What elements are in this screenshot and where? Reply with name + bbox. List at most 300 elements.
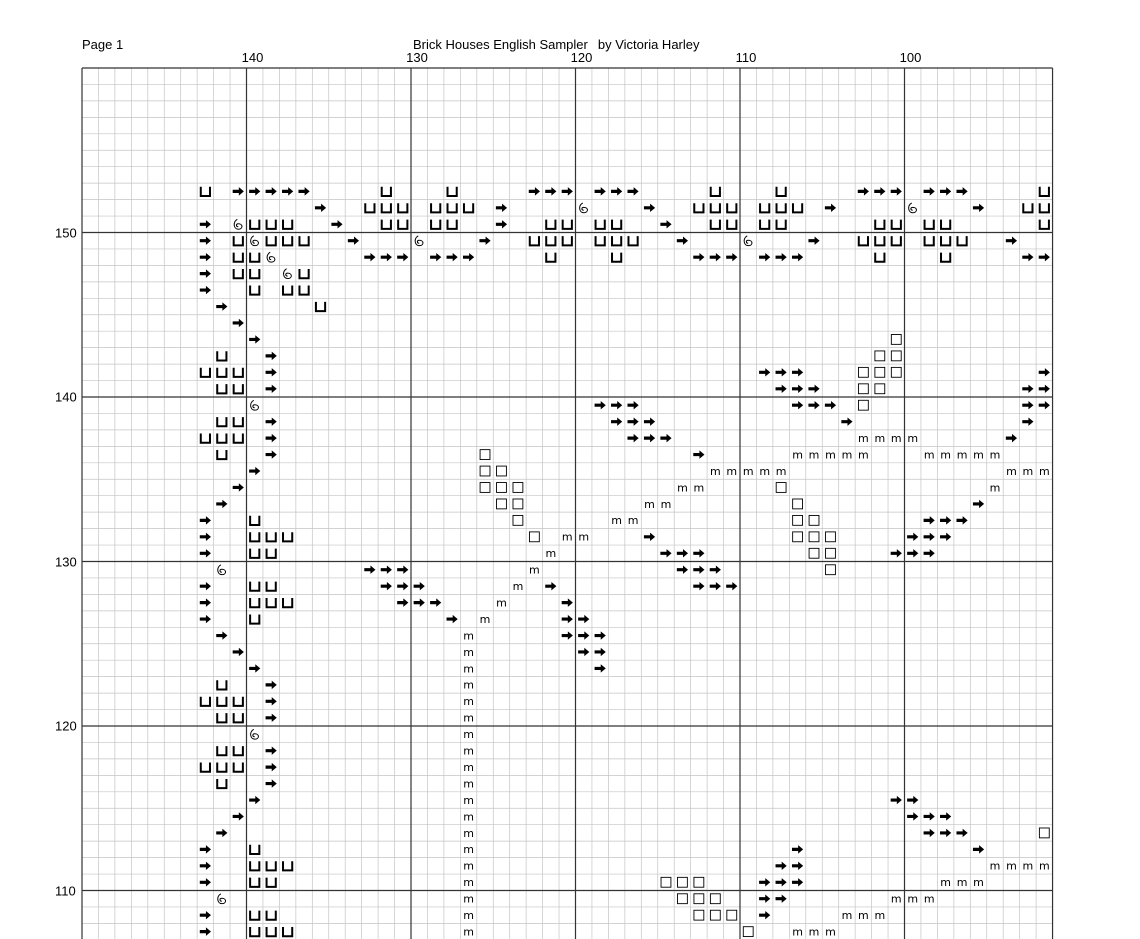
m-symbol: m xyxy=(1006,464,1017,478)
arrow-symbol xyxy=(891,549,902,557)
arrow-symbol xyxy=(200,220,211,228)
square-symbol xyxy=(480,450,490,460)
arrow-symbol xyxy=(249,467,260,475)
arrow-symbol xyxy=(595,187,606,195)
cup-symbol xyxy=(299,269,308,278)
square-symbol xyxy=(875,384,885,394)
arrow-symbol xyxy=(924,516,935,524)
cup-symbol xyxy=(941,220,950,229)
arrow-symbol xyxy=(233,812,244,820)
arrow-symbol xyxy=(233,648,244,656)
row-label: 150 xyxy=(55,225,77,240)
arrow-symbol xyxy=(627,401,638,409)
square-symbol xyxy=(661,877,671,887)
arrow-symbol xyxy=(447,615,458,623)
m-symbol: m xyxy=(1038,859,1050,873)
arrow-symbol xyxy=(891,796,902,804)
cup-symbol xyxy=(563,220,572,229)
square-symbol xyxy=(826,548,836,558)
arrow-symbol xyxy=(397,582,408,590)
m-symbol: m xyxy=(463,777,474,791)
m-symbol: m xyxy=(463,843,474,857)
cup-symbol xyxy=(398,220,407,229)
arrow-symbol xyxy=(956,516,967,524)
cup-symbol xyxy=(365,203,374,212)
cup-symbol xyxy=(267,236,276,245)
arrow-symbol xyxy=(644,417,655,425)
square-symbol xyxy=(809,532,819,542)
square-symbol xyxy=(875,367,885,377)
cup-symbol xyxy=(250,549,259,558)
column-label: 130 xyxy=(406,50,428,65)
square-symbol xyxy=(513,515,523,525)
square-symbol xyxy=(858,367,868,377)
arrow-symbol xyxy=(644,533,655,541)
arrow-symbol xyxy=(562,631,573,639)
m-symbol: m xyxy=(644,497,655,511)
arrow-symbol xyxy=(825,401,836,409)
arrow-symbol xyxy=(627,417,638,425)
m-symbol: m xyxy=(463,909,474,923)
square-symbol xyxy=(875,351,885,361)
cup-symbol xyxy=(217,368,226,377)
m-symbol: m xyxy=(726,464,738,478)
cup-symbol xyxy=(711,220,720,229)
spiral-symbol xyxy=(284,269,292,279)
m-symbol: m xyxy=(709,464,721,478)
m-symbol: m xyxy=(561,530,573,544)
cup-symbol xyxy=(875,253,884,262)
cup-symbol xyxy=(250,614,259,623)
arrow-symbol xyxy=(216,829,227,837)
square-symbol xyxy=(480,466,490,476)
arrow-symbol xyxy=(479,237,490,245)
m-symbol: m xyxy=(858,431,869,445)
spiral-symbol xyxy=(909,203,917,213)
cup-symbol xyxy=(530,236,539,245)
spiral-symbol xyxy=(267,252,275,262)
arrow-symbol xyxy=(562,187,573,195)
cup-symbol xyxy=(217,697,226,706)
square-symbol xyxy=(677,877,687,887)
arrow-symbol xyxy=(200,582,211,590)
m-symbol: m xyxy=(693,481,705,495)
m-symbol: m xyxy=(611,514,622,528)
cup-symbol xyxy=(217,434,226,443)
cup-symbol xyxy=(250,878,259,887)
arrow-symbol xyxy=(924,533,935,541)
cup-symbol xyxy=(612,253,621,262)
arrow-symbol xyxy=(726,253,737,261)
m-symbol: m xyxy=(890,431,902,445)
square-symbol xyxy=(776,483,786,493)
arrow-symbol xyxy=(776,368,787,376)
square-symbol xyxy=(793,499,803,509)
cup-symbol xyxy=(628,236,637,245)
square-symbol xyxy=(1039,828,1049,838)
arrow-symbol xyxy=(331,220,342,228)
cup-symbol xyxy=(892,220,901,229)
cup-symbol xyxy=(234,269,243,278)
arrow-symbol xyxy=(627,187,638,195)
m-symbol: m xyxy=(890,892,902,906)
m-symbol: m xyxy=(858,909,869,923)
arrow-symbol xyxy=(1006,237,1017,245)
arrow-symbol xyxy=(759,878,770,886)
square-symbol xyxy=(809,548,819,558)
m-symbol: m xyxy=(1038,464,1050,478)
cup-symbol xyxy=(267,911,276,920)
arrow-symbol xyxy=(266,450,277,458)
arrow-symbol xyxy=(1022,385,1033,393)
cup-symbol xyxy=(711,187,720,196)
m-symbol: m xyxy=(989,448,1001,462)
cup-symbol xyxy=(892,236,901,245)
m-symbol: m xyxy=(463,728,474,742)
arrow-symbol xyxy=(660,434,671,442)
cup-symbol xyxy=(859,236,868,245)
arrow-symbol xyxy=(1022,417,1033,425)
arrow-symbol xyxy=(611,187,622,195)
square-symbol xyxy=(513,483,523,493)
cup-symbol xyxy=(217,763,226,772)
cup-symbol xyxy=(1040,220,1049,229)
square-symbol xyxy=(710,894,720,904)
title-text: Brick Houses English Sampler xyxy=(413,37,588,52)
arrow-symbol xyxy=(644,204,655,212)
arrow-symbol xyxy=(266,681,277,689)
arrow-symbol xyxy=(759,895,770,903)
arrow-symbol xyxy=(924,829,935,837)
cup-symbol xyxy=(546,236,555,245)
m-symbol: m xyxy=(973,876,984,890)
cup-symbol xyxy=(727,203,736,212)
arrow-symbol xyxy=(841,417,852,425)
square-symbol xyxy=(727,910,737,920)
cup-symbol xyxy=(382,187,391,196)
row-label: 130 xyxy=(55,554,77,569)
cup-symbol xyxy=(777,187,786,196)
cup-symbol xyxy=(267,861,276,870)
cup-symbol xyxy=(250,516,259,525)
arrow-symbol xyxy=(792,385,803,393)
m-symbol: m xyxy=(825,925,836,939)
cup-symbol xyxy=(941,253,950,262)
cup-symbol xyxy=(250,220,259,229)
arrow-symbol xyxy=(200,598,211,606)
arrow-symbol xyxy=(200,878,211,886)
cup-symbol xyxy=(1040,187,1049,196)
m-symbol: m xyxy=(578,530,590,544)
cup-symbol xyxy=(234,763,243,772)
arrow-symbol xyxy=(1039,385,1050,393)
m-symbol: m xyxy=(973,448,984,462)
cup-symbol xyxy=(201,763,210,772)
cup-symbol xyxy=(283,861,292,870)
m-symbol: m xyxy=(956,448,968,462)
column-label: 120 xyxy=(570,50,593,65)
arrow-symbol xyxy=(216,302,227,310)
cup-symbol xyxy=(234,368,243,377)
cup-symbol xyxy=(777,203,786,212)
cup-symbol xyxy=(267,532,276,541)
cup-symbol xyxy=(267,582,276,591)
arrow-symbol xyxy=(200,845,211,853)
m-symbol: m xyxy=(463,892,474,906)
cup-symbol xyxy=(250,845,259,854)
arrow-symbol xyxy=(808,401,819,409)
cup-symbol xyxy=(217,351,226,360)
arrow-symbol xyxy=(874,187,885,195)
arrow-symbol xyxy=(660,549,671,557)
arrow-symbol xyxy=(397,566,408,574)
page-label: Page 1 xyxy=(82,37,124,52)
arrow-symbol xyxy=(266,746,277,754)
arrow-symbol xyxy=(792,845,803,853)
cup-symbol xyxy=(596,236,605,245)
arrow-symbol xyxy=(200,286,211,294)
arrow-symbol xyxy=(825,204,836,212)
cup-symbol xyxy=(464,203,473,212)
arrow-symbol xyxy=(1039,368,1050,376)
cup-symbol xyxy=(250,927,259,936)
arrow-symbol xyxy=(315,204,326,212)
m-symbol: m xyxy=(792,448,803,462)
arrow-symbol xyxy=(808,237,819,245)
arrow-symbol xyxy=(907,533,918,541)
arrow-symbol xyxy=(233,319,244,327)
m-symbol: m xyxy=(496,596,507,610)
arrow-symbol xyxy=(266,779,277,787)
m-symbol: m xyxy=(742,464,754,478)
cup-symbol xyxy=(217,450,226,459)
arrow-symbol xyxy=(249,187,260,195)
m-symbol: m xyxy=(759,464,771,478)
arrow-symbol xyxy=(677,566,688,574)
cup-symbol xyxy=(1023,203,1032,212)
arrow-symbol xyxy=(776,895,787,903)
cup-symbol xyxy=(217,779,226,788)
arrow-symbol xyxy=(266,385,277,393)
cup-symbol xyxy=(596,220,605,229)
row-label: 120 xyxy=(55,718,77,734)
spiral-symbol xyxy=(415,236,423,246)
cup-symbol xyxy=(217,417,226,426)
arrow-symbol xyxy=(611,401,622,409)
arrow-symbol xyxy=(381,566,392,574)
arrow-symbol xyxy=(595,401,606,409)
m-symbol: m xyxy=(463,760,474,774)
m-symbol: m xyxy=(1006,859,1017,873)
cup-symbol xyxy=(250,861,259,870)
arrow-symbol xyxy=(266,697,277,705)
arrow-symbol xyxy=(973,204,984,212)
m-symbol: m xyxy=(463,645,474,659)
cup-symbol xyxy=(711,203,720,212)
square-symbol xyxy=(529,532,539,542)
cup-symbol xyxy=(382,203,391,212)
arrow-symbol xyxy=(200,615,211,623)
arrow-symbol xyxy=(956,187,967,195)
cup-symbol xyxy=(448,220,457,229)
arrow-symbol xyxy=(677,237,688,245)
cup-symbol xyxy=(234,713,243,722)
arrow-symbol xyxy=(381,582,392,590)
arrow-symbol xyxy=(200,253,211,261)
m-symbol: m xyxy=(874,909,886,923)
cup-symbol xyxy=(234,697,243,706)
cup-symbol xyxy=(563,236,572,245)
arrow-symbol xyxy=(776,385,787,393)
arrow-symbol xyxy=(792,368,803,376)
cup-symbol xyxy=(267,220,276,229)
arrow-symbol xyxy=(364,253,375,261)
cup-symbol xyxy=(250,532,259,541)
arrow-symbol xyxy=(200,911,211,919)
m-symbol: m xyxy=(463,678,474,692)
cup-symbol xyxy=(546,220,555,229)
m-symbol: m xyxy=(989,859,1001,873)
m-symbol: m xyxy=(841,448,853,462)
arrow-symbol xyxy=(216,500,227,508)
cup-symbol xyxy=(777,220,786,229)
m-symbol: m xyxy=(956,876,968,890)
cup-symbol xyxy=(234,253,243,262)
square-symbol xyxy=(826,532,836,542)
m-symbol: m xyxy=(907,431,919,445)
arrow-symbol xyxy=(940,829,951,837)
m-symbol: m xyxy=(463,826,474,840)
arrow-symbol xyxy=(940,812,951,820)
cup-symbol xyxy=(448,187,457,196)
m-symbol: m xyxy=(545,547,557,561)
arrow-symbol xyxy=(1006,434,1017,442)
cup-symbol xyxy=(957,236,966,245)
arrow-symbol xyxy=(776,862,787,870)
arrow-symbol xyxy=(397,598,408,606)
cup-symbol xyxy=(760,220,769,229)
m-symbol: m xyxy=(677,481,688,495)
m-symbol: m xyxy=(775,464,787,478)
square-symbol xyxy=(497,499,507,509)
cup-symbol xyxy=(250,269,259,278)
cup-symbol xyxy=(250,598,259,607)
cup-symbol xyxy=(875,220,884,229)
arrow-symbol xyxy=(249,335,260,343)
spiral-symbol xyxy=(580,203,588,213)
arrow-symbol xyxy=(200,269,211,277)
square-symbol xyxy=(793,515,803,525)
arrow-symbol xyxy=(611,417,622,425)
author-text: by Victoria Harley xyxy=(597,37,700,52)
cup-symbol xyxy=(316,302,325,311)
arrow-symbol xyxy=(430,253,441,261)
cup-symbol xyxy=(1040,203,1049,212)
cup-symbol xyxy=(217,746,226,755)
arrow-symbol xyxy=(956,829,967,837)
cup-symbol xyxy=(234,746,243,755)
arrow-symbol xyxy=(907,796,918,804)
m-symbol: m xyxy=(792,925,803,939)
arrow-symbol xyxy=(562,598,573,606)
m-symbol: m xyxy=(512,580,524,594)
m-symbol: m xyxy=(479,612,491,626)
arrow-symbol xyxy=(200,237,211,245)
arrow-symbol xyxy=(973,500,984,508)
m-symbol: m xyxy=(463,662,474,676)
grid-thin-lines xyxy=(82,68,1053,939)
m-symbol: m xyxy=(463,876,474,890)
arrow-symbol xyxy=(1039,253,1050,261)
square-symbol xyxy=(793,532,803,542)
square-symbol xyxy=(710,910,720,920)
cup-symbol xyxy=(925,220,934,229)
arrow-symbol xyxy=(348,237,359,245)
arrow-symbol xyxy=(792,401,803,409)
arrow-symbol xyxy=(545,187,556,195)
cup-symbol xyxy=(267,878,276,887)
arrow-symbol xyxy=(710,566,721,574)
arrow-symbol xyxy=(266,187,277,195)
spiral-symbol xyxy=(234,219,242,229)
m-symbol: m xyxy=(1022,859,1034,873)
arrow-symbol xyxy=(414,582,425,590)
arrow-symbol xyxy=(940,533,951,541)
arrow-symbol xyxy=(282,187,293,195)
cup-symbol xyxy=(925,236,934,245)
arrow-symbol xyxy=(529,187,540,195)
arrow-symbol xyxy=(858,187,869,195)
cup-symbol xyxy=(250,285,259,294)
arrow-symbol xyxy=(200,549,211,557)
cup-symbol xyxy=(431,203,440,212)
arrow-symbol xyxy=(397,253,408,261)
arrow-symbol xyxy=(726,582,737,590)
cup-symbol xyxy=(201,368,210,377)
arrow-symbol xyxy=(940,516,951,524)
m-symbol: m xyxy=(463,629,474,643)
arrow-symbol xyxy=(907,812,918,820)
arrow-symbol xyxy=(266,368,277,376)
row-label: 140 xyxy=(55,389,77,405)
square-symbol xyxy=(826,565,836,575)
cup-symbol xyxy=(250,253,259,262)
m-symbol: m xyxy=(627,514,639,528)
cup-symbol xyxy=(201,187,210,196)
arrow-symbol xyxy=(1022,401,1033,409)
m-symbol: m xyxy=(463,711,474,725)
m-symbol: m xyxy=(463,925,474,939)
m-symbol: m xyxy=(907,892,919,906)
arrow-symbol xyxy=(266,352,277,360)
arrow-symbol xyxy=(249,796,260,804)
cup-symbol xyxy=(760,203,769,212)
arrow-symbol xyxy=(298,187,309,195)
arrow-symbol xyxy=(545,582,556,590)
m-symbol: m xyxy=(463,695,474,709)
arrow-symbol xyxy=(792,253,803,261)
cup-symbol xyxy=(299,285,308,294)
m-symbol: m xyxy=(825,448,836,462)
arrow-symbol xyxy=(200,533,211,541)
square-symbol xyxy=(497,483,507,493)
cup-symbol xyxy=(431,220,440,229)
cup-symbol xyxy=(448,203,457,212)
arrow-symbol xyxy=(578,648,589,656)
arrow-symbol xyxy=(266,434,277,442)
arrow-symbol xyxy=(693,450,704,458)
arrow-symbol xyxy=(578,631,589,639)
